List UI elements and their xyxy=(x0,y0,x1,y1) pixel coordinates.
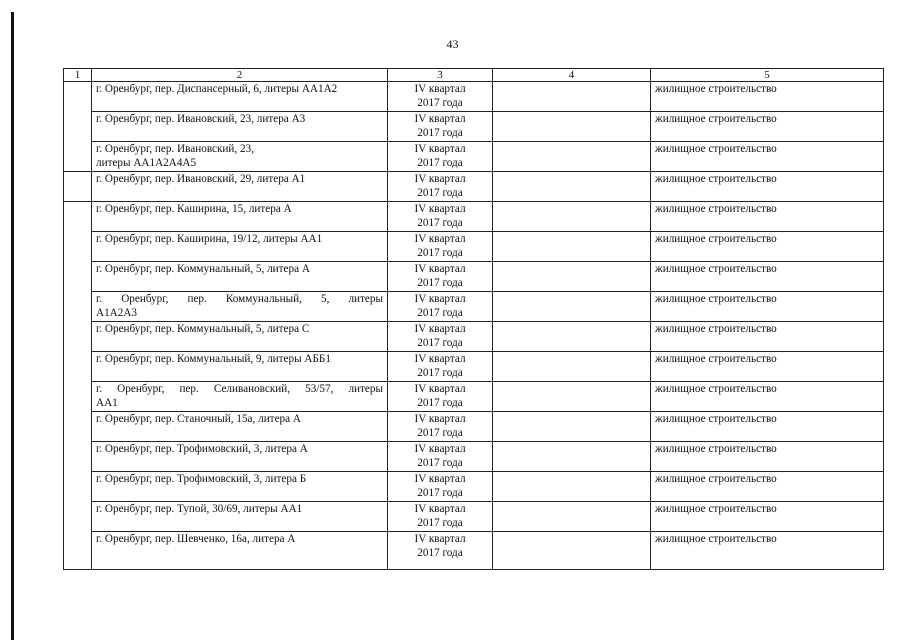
table-row xyxy=(64,412,884,442)
land-plots-table xyxy=(63,68,884,570)
deadline-quarter: IV квартал xyxy=(414,323,466,335)
deadline-cell xyxy=(388,292,493,322)
col4-cell xyxy=(493,292,651,322)
header-col-3: 3 xyxy=(388,69,493,82)
deadline-year: 2017 года xyxy=(417,277,463,289)
purpose-cell: жилищное строительство xyxy=(651,112,884,142)
deadline-quarter: IV квартал xyxy=(414,143,466,155)
deadline-cell xyxy=(388,322,493,352)
purpose-cell: жилищное строительство xyxy=(651,502,884,532)
row-number-cell xyxy=(64,412,92,442)
deadline-quarter: IV квартал xyxy=(414,353,466,365)
deadline-year: 2017 года xyxy=(417,427,463,439)
deadline-quarter: IV квартал xyxy=(414,83,466,95)
row-number-cell xyxy=(64,172,92,202)
table-row xyxy=(64,142,884,172)
table-row xyxy=(64,262,884,292)
col4-cell xyxy=(493,232,651,262)
deadline-quarter: IV квартал xyxy=(414,233,466,245)
col4-cell xyxy=(493,82,651,112)
table-row xyxy=(64,382,884,412)
row-number-cell xyxy=(64,262,92,292)
address-text: г. Оренбург, пер. Диспансерный, 6, литеры АА1А2 xyxy=(96,83,338,95)
address-cell xyxy=(92,322,388,352)
deadline-cell xyxy=(388,442,493,472)
deadline-quarter: IV квартал xyxy=(414,293,466,305)
deadline-cell xyxy=(388,532,493,570)
row-number-cell xyxy=(64,442,92,472)
table-row xyxy=(64,442,884,472)
address-cell xyxy=(92,112,388,142)
address-text: г. Оренбург, пер. Станочный, 15а, литера А xyxy=(96,413,301,425)
purpose-cell: жилищное строительство xyxy=(651,172,884,202)
purpose-cell: жилищное строительство xyxy=(651,322,884,352)
purpose-cell: жилищное строительство xyxy=(651,292,884,322)
deadline-cell xyxy=(388,112,493,142)
address-text: г. Оренбург, пер. Трофимовский, 3, литера Б xyxy=(96,473,307,485)
address-text: г. Оренбург, пер. Трофимовский, 3, литера А xyxy=(96,443,308,455)
deadline-quarter: IV квартал xyxy=(414,533,466,545)
address-text-line2: литеры АА1А2А4А5 xyxy=(96,157,197,169)
col4-cell xyxy=(493,352,651,382)
header-col-4: 4 xyxy=(493,69,651,82)
deadline-year: 2017 года xyxy=(417,247,463,259)
deadline-cell xyxy=(388,472,493,502)
row-number-cell xyxy=(64,202,92,232)
deadline-year: 2017 года xyxy=(417,307,463,319)
deadline-quarter: IV квартал xyxy=(414,113,466,125)
deadline-quarter: IV квартал xyxy=(414,383,466,395)
deadline-year: 2017 года xyxy=(417,547,463,559)
table-row xyxy=(64,202,884,232)
col4-cell xyxy=(493,322,651,352)
purpose-cell: жилищное строительство xyxy=(651,472,884,502)
deadline-cell xyxy=(388,82,493,112)
table-row xyxy=(64,532,884,570)
deadline-year: 2017 года xyxy=(417,337,463,349)
address-cell xyxy=(92,262,388,292)
deadline-year: 2017 года xyxy=(417,457,463,469)
row-number-cell xyxy=(64,292,92,322)
address-text: г. Оренбург, пер. Коммунальный, 5, литера С xyxy=(96,323,310,335)
deadline-year: 2017 года xyxy=(417,187,463,199)
row-number-cell xyxy=(64,502,92,532)
col4-cell xyxy=(493,172,651,202)
address-text: г. Оренбург, пер. Коммунальный, 5, литера А xyxy=(96,263,310,275)
deadline-cell xyxy=(388,202,493,232)
address-cell xyxy=(92,442,388,472)
purpose-cell: жилищное строительство xyxy=(651,202,884,232)
deadline-year: 2017 года xyxy=(417,367,463,379)
deadline-cell xyxy=(388,142,493,172)
table-header-row xyxy=(64,69,884,82)
address-text-line2: АА1 xyxy=(96,397,118,409)
purpose-cell: жилищное строительство xyxy=(651,532,884,570)
row-number-cell xyxy=(64,142,92,172)
address-cell xyxy=(92,142,388,172)
deadline-cell xyxy=(388,382,493,412)
purpose-cell: жилищное строительство xyxy=(651,142,884,172)
row-number-cell xyxy=(64,322,92,352)
deadline-year: 2017 года xyxy=(417,157,463,169)
col4-cell xyxy=(493,382,651,412)
deadline-quarter: IV квартал xyxy=(414,203,466,215)
address-cell xyxy=(92,382,388,412)
col4-cell xyxy=(493,532,651,570)
address-cell xyxy=(92,352,388,382)
page-number: 43 xyxy=(446,37,459,51)
row-number-cell xyxy=(64,232,92,262)
address-cell xyxy=(92,502,388,532)
row-number-cell xyxy=(64,352,92,382)
address-cell xyxy=(92,172,388,202)
address-text: г. Оренбург, пер. Ивановский, 23, литера А3 xyxy=(96,113,306,125)
col4-cell xyxy=(493,502,651,532)
row-number-cell xyxy=(64,472,92,502)
col4-cell xyxy=(493,262,651,292)
address-cell xyxy=(92,232,388,262)
row-number-cell xyxy=(64,112,92,142)
table-row xyxy=(64,232,884,262)
purpose-cell: жилищное строительство xyxy=(651,382,884,412)
purpose-cell: жилищное строительство xyxy=(651,442,884,472)
col4-cell xyxy=(493,442,651,472)
deadline-year: 2017 года xyxy=(417,217,463,229)
purpose-cell: жилищное строительство xyxy=(651,412,884,442)
address-text: г. Оренбург, пер. Коммунальный, 9, литеры АББ1 xyxy=(96,353,331,365)
deadline-cell xyxy=(388,262,493,292)
table-row xyxy=(64,292,884,322)
address-text: г. Оренбург, пер. Тупой, 30/69, литеры АА1 xyxy=(96,503,303,515)
row-number-cell xyxy=(64,82,92,112)
deadline-cell xyxy=(388,502,493,532)
deadline-year: 2017 года xyxy=(417,397,463,409)
deadline-quarter: IV квартал xyxy=(414,413,466,425)
address-cell xyxy=(92,532,388,570)
address-text: г. Оренбург, пер. Коммунальный, 5, литеры xyxy=(96,293,383,305)
deadline-year: 2017 года xyxy=(417,517,463,529)
address-text: г. Оренбург, пер. Шевченко, 16а, литера А xyxy=(96,533,296,545)
address-text: г. Оренбург, пер. Ивановский, 29, литера А1 xyxy=(96,173,306,185)
address-text: г. Оренбург, пер. Каширина, 19/12, литеры АА1 xyxy=(96,233,323,245)
purpose-cell: жилищное строительство xyxy=(651,82,884,112)
address-cell xyxy=(92,412,388,442)
deadline-quarter: IV квартал xyxy=(414,503,466,515)
col4-cell xyxy=(493,202,651,232)
row-number-cell xyxy=(64,382,92,412)
deadline-quarter: IV квартал xyxy=(414,473,466,485)
header-col-1: 1 xyxy=(64,69,92,82)
deadline-year: 2017 года xyxy=(417,487,463,499)
row-number-cell xyxy=(64,532,92,570)
deadline-quarter: IV квартал xyxy=(414,173,466,185)
purpose-cell: жилищное строительство xyxy=(651,352,884,382)
table-row xyxy=(64,82,884,112)
deadline-quarter: IV квартал xyxy=(414,443,466,455)
header-col-2: 2 xyxy=(92,69,388,82)
address-cell xyxy=(92,292,388,322)
deadline-cell xyxy=(388,172,493,202)
left-margin-bar xyxy=(11,12,14,640)
table-row xyxy=(64,472,884,502)
address-cell xyxy=(92,472,388,502)
table-row xyxy=(64,112,884,142)
col4-cell xyxy=(493,142,651,172)
col4-cell xyxy=(493,472,651,502)
deadline-year: 2017 года xyxy=(417,127,463,139)
table-row xyxy=(64,502,884,532)
deadline-year: 2017 года xyxy=(417,97,463,109)
deadline-cell xyxy=(388,232,493,262)
address-text: г. Оренбург, пер. Селивановский, 53/57, литеры xyxy=(96,383,383,395)
address-text-line2: А1А2А3 xyxy=(96,307,138,319)
header-col-5: 5 xyxy=(651,69,884,82)
col4-cell xyxy=(493,412,651,442)
table-row xyxy=(64,172,884,202)
table-row xyxy=(64,322,884,352)
purpose-cell: жилищное строительство xyxy=(651,232,884,262)
address-text: г. Оренбург, пер. Ивановский, 23, xyxy=(96,143,254,155)
deadline-cell xyxy=(388,412,493,442)
deadline-quarter: IV квартал xyxy=(414,263,466,275)
address-cell xyxy=(92,82,388,112)
col4-cell xyxy=(493,112,651,142)
table-row xyxy=(64,352,884,382)
deadline-cell xyxy=(388,352,493,382)
purpose-cell: жилищное строительство xyxy=(651,262,884,292)
address-text: г. Оренбург, пер. Каширина, 15, литера А xyxy=(96,203,292,215)
address-cell xyxy=(92,202,388,232)
